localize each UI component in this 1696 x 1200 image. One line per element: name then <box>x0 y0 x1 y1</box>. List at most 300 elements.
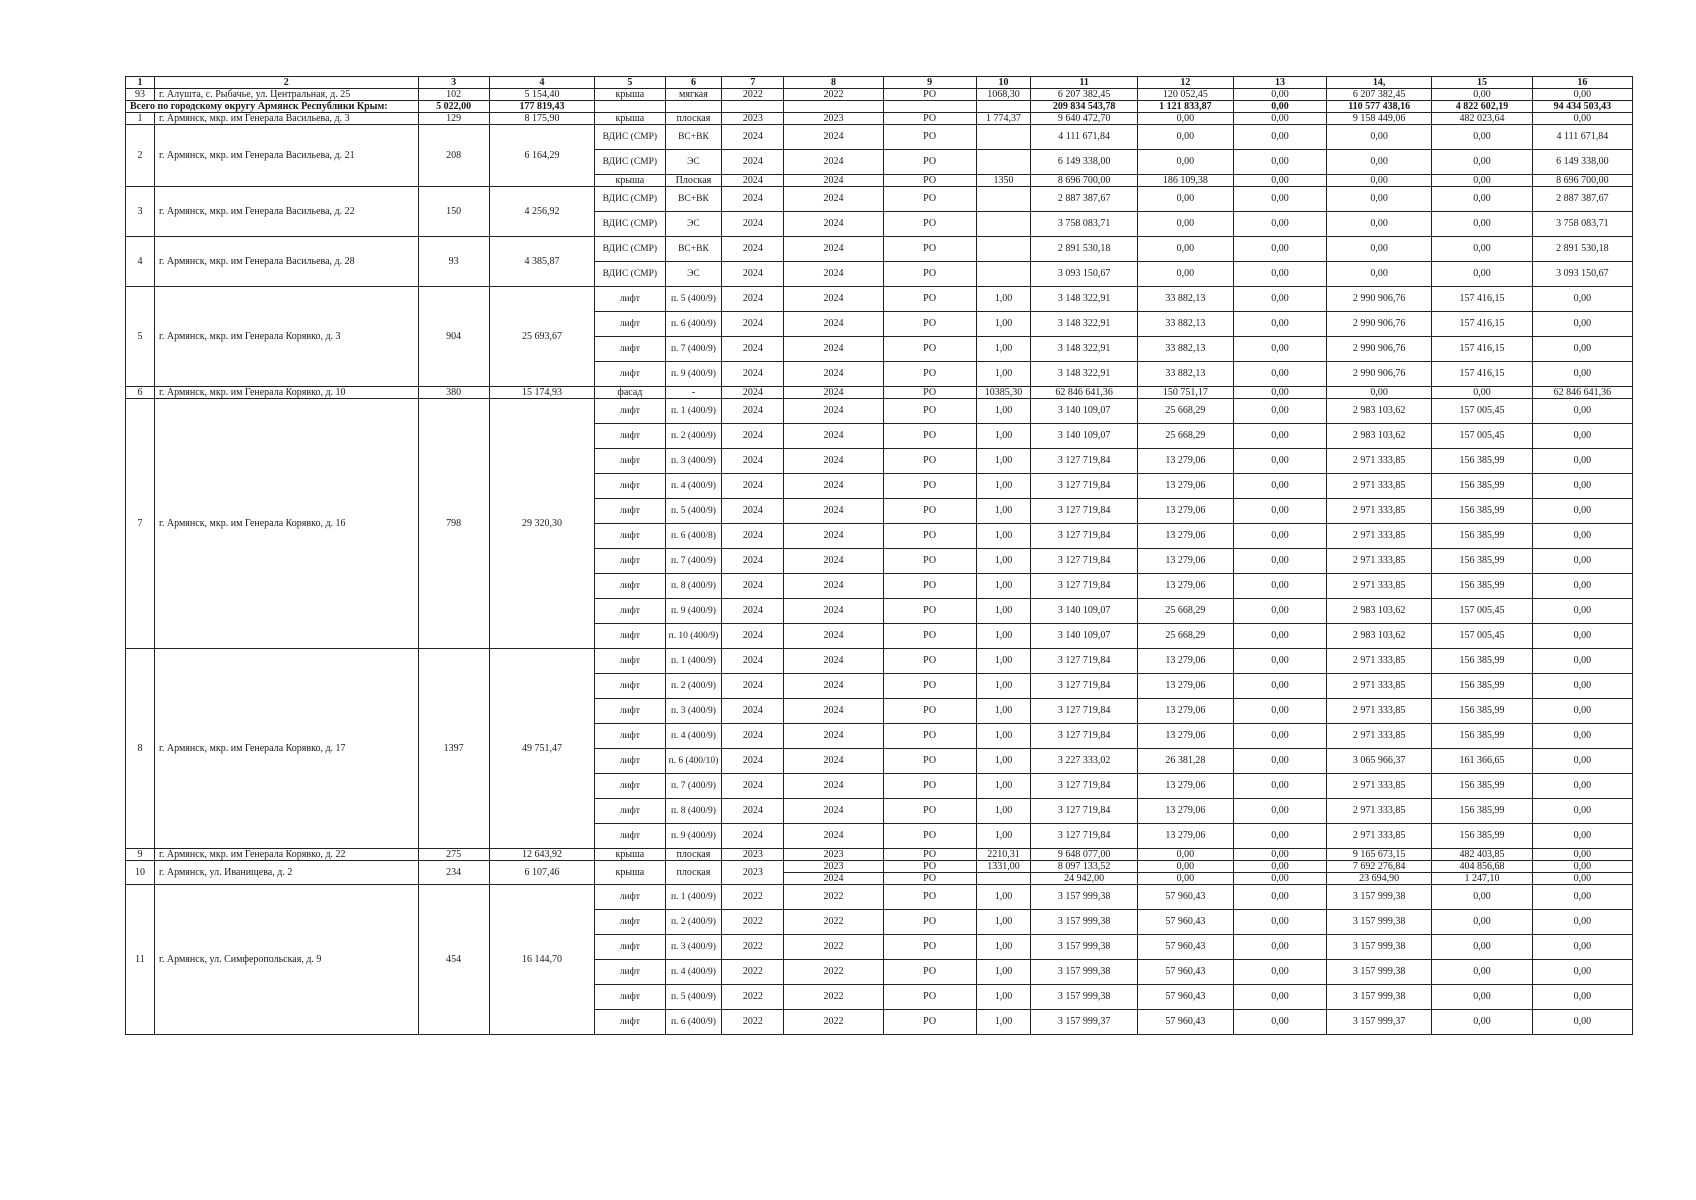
col-year-plan: 2024 <box>722 699 784 724</box>
col-volume <box>976 262 1031 287</box>
col-volume <box>976 187 1031 212</box>
col-cost-13: 0,00 <box>1233 849 1326 861</box>
col-cost-13: 0,00 <box>1233 387 1326 399</box>
col-year-fact: 2024 <box>784 187 883 212</box>
col-executor: РО <box>883 474 976 499</box>
col-residents: 150 <box>418 187 489 237</box>
col-executor: РО <box>883 399 976 424</box>
col-work-type: лифт <box>595 749 665 774</box>
col-cost-16: 0,00 <box>1532 599 1632 624</box>
col-cost-13: 0,00 <box>1233 175 1326 187</box>
col-cost-15: 156 385,99 <box>1432 649 1532 674</box>
col-cost-12: 57 960,43 <box>1137 935 1233 960</box>
col-volume: 1,00 <box>976 724 1031 749</box>
col-total-cost: 3 140 109,07 <box>1031 424 1137 449</box>
col-total-cost: 3 758 083,71 <box>1031 212 1137 237</box>
col-cost-14: 9 158 449,06 <box>1326 113 1431 125</box>
col-year-plan: 2024 <box>722 474 784 499</box>
col-year-plan <box>722 101 784 113</box>
col-address: г. Армянск, мкр. им Генерала Васильева, д. 21 <box>154 125 418 187</box>
col-work-type: лифт <box>595 624 665 649</box>
col-material <box>665 101 722 113</box>
col-cost-12: 0,00 <box>1137 237 1233 262</box>
col-year-plan: 2023 <box>722 113 784 125</box>
col-residents: 102 <box>418 89 489 101</box>
col-material: п. 1 (400/9) <box>665 649 722 674</box>
col-year-fact: 2022 <box>784 985 883 1010</box>
col-year-plan: 2022 <box>722 935 784 960</box>
col-year-plan: 2024 <box>722 499 784 524</box>
col-cost-15: 404 856,68 <box>1432 861 1532 873</box>
col-cost-13: 0,00 <box>1233 150 1326 175</box>
col-cost-16: 0,00 <box>1532 337 1632 362</box>
col-total-cost: 3 127 719,84 <box>1031 774 1137 799</box>
col-executor: РО <box>883 935 976 960</box>
col-cost-16: 0,00 <box>1532 935 1632 960</box>
col-cost-12: 57 960,43 <box>1137 885 1233 910</box>
col-cost-14: 0,00 <box>1326 175 1431 187</box>
col-year-fact: 2023 <box>784 849 883 861</box>
col-year-fact: 2024 <box>784 262 883 287</box>
col-work-type: лифт <box>595 910 665 935</box>
col-cost-16: 0,00 <box>1532 424 1632 449</box>
col-material: мягкая <box>665 89 722 101</box>
col-cost-14: 2 971 333,85 <box>1326 574 1431 599</box>
col-work-type: лифт <box>595 935 665 960</box>
col-total-cost: 3 127 719,84 <box>1031 574 1137 599</box>
col-year-plan: 2022 <box>722 960 784 985</box>
col-cost-16: 0,00 <box>1532 113 1632 125</box>
col-volume: 1068,30 <box>976 89 1031 101</box>
table-row <box>126 849 1633 861</box>
col-cost-14: 2 971 333,85 <box>1326 799 1431 824</box>
col-no: 5 <box>126 287 155 387</box>
col-work-type: лифт <box>595 985 665 1010</box>
col-work-type: лифт <box>595 337 665 362</box>
col-year-plan: 2022 <box>722 985 784 1010</box>
col-cost-15: 157 005,45 <box>1432 599 1532 624</box>
col-cost-13: 0,00 <box>1233 125 1326 150</box>
col-material: п. 7 (400/9) <box>665 774 722 799</box>
header-col-residents: 3 <box>418 77 489 89</box>
col-executor <box>883 101 976 113</box>
col-cost-16: 6 149 338,00 <box>1532 150 1632 175</box>
col-year-fact: 2023 <box>784 861 883 873</box>
header-col-year-fact: 8 <box>784 77 883 89</box>
col-cost-16: 2 887 387,67 <box>1532 187 1632 212</box>
col-year-plan: 2024 <box>722 424 784 449</box>
col-address: г. Армянск, мкр. им Генерала Корявко, д. 10 <box>154 387 418 399</box>
col-cost-15: 0,00 <box>1432 985 1532 1010</box>
col-no: 93 <box>126 89 155 101</box>
col-year-plan: 2024 <box>722 262 784 287</box>
col-cost-14: 3 157 999,38 <box>1326 960 1431 985</box>
col-cost-13: 0,00 <box>1233 599 1326 624</box>
col-cost-14: 3 157 999,38 <box>1326 985 1431 1010</box>
col-material: п. 4 (400/9) <box>665 960 722 985</box>
col-cost-13: 0,00 <box>1233 960 1326 985</box>
col-cost-15: 157 005,45 <box>1432 399 1532 424</box>
col-cost-16: 62 846 641,36 <box>1532 387 1632 399</box>
col-work-type: крыша <box>595 175 665 187</box>
col-cost-15: 0,00 <box>1432 212 1532 237</box>
col-total-cost: 2 891 530,18 <box>1031 237 1137 262</box>
col-no: 1 <box>126 113 155 125</box>
header-col-material: 6 <box>665 77 722 89</box>
col-executor: РО <box>883 1010 976 1035</box>
col-cost-12: 25 668,29 <box>1137 599 1233 624</box>
col-material: Плоская <box>665 175 722 187</box>
col-total-cost: 3 140 109,07 <box>1031 399 1137 424</box>
col-cost-12: 0,00 <box>1137 861 1233 873</box>
col-cost-15: 0,00 <box>1432 89 1532 101</box>
col-volume: 1,00 <box>976 749 1031 774</box>
col-cost-15: 482 403,85 <box>1432 849 1532 861</box>
col-material: п. 2 (400/9) <box>665 424 722 449</box>
col-cost-16: 0,00 <box>1532 774 1632 799</box>
col-work-type: лифт <box>595 312 665 337</box>
col-cost-13: 0,00 <box>1233 101 1326 113</box>
col-executor: РО <box>883 960 976 985</box>
col-year-plan: 2024 <box>722 362 784 387</box>
col-cost-12: 150 751,17 <box>1137 387 1233 399</box>
col-cost-13: 0,00 <box>1233 212 1326 237</box>
col-cost-12: 33 882,13 <box>1137 362 1233 387</box>
col-no: 2 <box>126 125 155 187</box>
col-cost-16: 0,00 <box>1532 574 1632 599</box>
col-work-type: ВДИС (СМР) <box>595 212 665 237</box>
col-year-fact: 2022 <box>784 1010 883 1035</box>
col-cost-14: 2 971 333,85 <box>1326 449 1431 474</box>
col-volume: 1,00 <box>976 649 1031 674</box>
col-total-cost: 3 157 999,38 <box>1031 935 1137 960</box>
col-executor: РО <box>883 424 976 449</box>
header-col-cost-15: 15 <box>1432 77 1532 89</box>
col-cost-15: 0,00 <box>1432 387 1532 399</box>
col-cost-13: 0,00 <box>1233 861 1326 873</box>
col-total-cost: 3 127 719,84 <box>1031 649 1137 674</box>
col-cost-16: 0,00 <box>1532 674 1632 699</box>
col-address: г. Армянск, мкр. им Генерала Васильева, д. 3 <box>154 113 418 125</box>
col-material: п. 2 (400/9) <box>665 910 722 935</box>
col-executor: РО <box>883 449 976 474</box>
col-cost-15: 0,00 <box>1432 237 1532 262</box>
col-total-cost: 9 640 472,70 <box>1031 113 1137 125</box>
col-total-cost: 3 127 719,84 <box>1031 674 1137 699</box>
col-volume <box>976 873 1031 885</box>
col-material: п. 7 (400/9) <box>665 337 722 362</box>
col-cost-14: 3 157 999,37 <box>1326 1010 1431 1035</box>
col-cost-14: 0,00 <box>1326 387 1431 399</box>
col-work-type: лифт <box>595 499 665 524</box>
header-col-address: 2 <box>154 77 418 89</box>
col-cost-13: 0,00 <box>1233 262 1326 287</box>
col-volume: 1,00 <box>976 499 1031 524</box>
col-cost-13: 0,00 <box>1233 449 1326 474</box>
col-area: 12 643,92 <box>489 849 594 861</box>
col-cost-14: 0,00 <box>1326 187 1431 212</box>
col-cost-16: 0,00 <box>1532 824 1632 849</box>
col-cost-12: 57 960,43 <box>1137 1010 1233 1035</box>
col-material: п. 9 (400/9) <box>665 362 722 387</box>
col-year-plan: 2024 <box>722 674 784 699</box>
col-year-fact: 2023 <box>784 113 883 125</box>
col-material: п. 8 (400/9) <box>665 574 722 599</box>
col-cost-15: 1 247,10 <box>1432 873 1532 885</box>
col-year-fact: 2022 <box>784 960 883 985</box>
col-year-fact: 2024 <box>784 474 883 499</box>
col-executor: РО <box>883 885 976 910</box>
col-material: п. 5 (400/9) <box>665 985 722 1010</box>
col-cost-15: 156 385,99 <box>1432 774 1532 799</box>
col-volume: 1,00 <box>976 287 1031 312</box>
col-volume: 1,00 <box>976 935 1031 960</box>
col-year-fact: 2024 <box>784 699 883 724</box>
col-cost-15: 0,00 <box>1432 150 1532 175</box>
col-total-cost: 3 140 109,07 <box>1031 599 1137 624</box>
col-year-fact: 2024 <box>784 125 883 150</box>
col-cost-14: 2 971 333,85 <box>1326 774 1431 799</box>
col-year-plan: 2024 <box>722 312 784 337</box>
col-year-fact: 2024 <box>784 312 883 337</box>
col-year-fact: 2024 <box>784 774 883 799</box>
col-executor: РО <box>883 699 976 724</box>
col-address: г. Армянск, мкр. им Генерала Корявко, д. 22 <box>154 849 418 861</box>
col-cost-12: 26 381,28 <box>1137 749 1233 774</box>
col-material: п. 8 (400/9) <box>665 799 722 824</box>
col-cost-13: 0,00 <box>1233 985 1326 1010</box>
col-year-fact: 2022 <box>784 910 883 935</box>
col-total-cost: 8 097 133,52 <box>1031 861 1137 873</box>
col-year-fact: 2024 <box>784 449 883 474</box>
col-year-plan: 2024 <box>722 549 784 574</box>
col-cost-12: 13 279,06 <box>1137 649 1233 674</box>
col-cost-15: 157 416,15 <box>1432 287 1532 312</box>
col-cost-14: 2 971 333,85 <box>1326 549 1431 574</box>
col-cost-16: 0,00 <box>1532 399 1632 424</box>
col-volume: 1,00 <box>976 424 1031 449</box>
col-cost-16: 0,00 <box>1532 649 1632 674</box>
col-work-type: лифт <box>595 774 665 799</box>
col-cost-13: 0,00 <box>1233 774 1326 799</box>
col-total-cost: 3 127 719,84 <box>1031 474 1137 499</box>
col-cost-16: 0,00 <box>1532 910 1632 935</box>
col-material: плоская <box>665 849 722 861</box>
col-executor: РО <box>883 873 976 885</box>
col-volume: 1,00 <box>976 824 1031 849</box>
col-material: п. 1 (400/9) <box>665 399 722 424</box>
col-work-type <box>595 101 665 113</box>
col-no: 11 <box>126 885 155 1035</box>
col-work-type: лифт <box>595 699 665 724</box>
col-address: г. Армянск, мкр. им Генерала Васильева, д. 22 <box>154 187 418 237</box>
col-work-type: лифт <box>595 399 665 424</box>
col-cost-15: 156 385,99 <box>1432 474 1532 499</box>
col-cost-15: 0,00 <box>1432 885 1532 910</box>
col-total-cost: 3 140 109,07 <box>1031 624 1137 649</box>
col-cost-13: 0,00 <box>1233 574 1326 599</box>
col-cost-15: 161 366,65 <box>1432 749 1532 774</box>
col-cost-14: 0,00 <box>1326 262 1431 287</box>
col-work-type: лифт <box>595 824 665 849</box>
col-total-cost: 2 887 387,67 <box>1031 187 1137 212</box>
col-total-cost: 3 148 322,91 <box>1031 312 1137 337</box>
col-cost-14: 0,00 <box>1326 150 1431 175</box>
col-year-fact: 2024 <box>784 337 883 362</box>
col-material: п. 1 (400/9) <box>665 885 722 910</box>
col-address: г. Армянск, мкр. им Генерала Корявко, д. 3 <box>154 287 418 387</box>
col-total-cost: 3 093 150,67 <box>1031 262 1137 287</box>
col-executor: РО <box>883 799 976 824</box>
col-year-fact: 2022 <box>784 935 883 960</box>
col-total-cost: 3 127 719,84 <box>1031 824 1137 849</box>
header-col-total-cost: 11 <box>1031 77 1137 89</box>
col-cost-13: 0,00 <box>1233 424 1326 449</box>
col-cost-14: 0,00 <box>1326 237 1431 262</box>
col-cost-16: 0,00 <box>1532 287 1632 312</box>
col-year-fact: 2024 <box>784 150 883 175</box>
col-year-plan: 2024 <box>722 524 784 549</box>
col-work-type: лифт <box>595 674 665 699</box>
col-cost-13: 0,00 <box>1233 524 1326 549</box>
col-cost-16: 94 434 503,43 <box>1532 101 1632 113</box>
col-executor: РО <box>883 287 976 312</box>
col-volume: 1,00 <box>976 885 1031 910</box>
col-executor: РО <box>883 649 976 674</box>
col-year-fact: 2024 <box>784 574 883 599</box>
col-executor: РО <box>883 387 976 399</box>
col-year-fact: 2024 <box>784 549 883 574</box>
col-cost-15: 0,00 <box>1432 175 1532 187</box>
col-volume: 1,00 <box>976 985 1031 1010</box>
col-cost-14: 2 971 333,85 <box>1326 524 1431 549</box>
col-material: п. 9 (400/9) <box>665 599 722 624</box>
col-cost-16: 8 696 700,00 <box>1532 175 1632 187</box>
col-year-plan: 2024 <box>722 824 784 849</box>
col-cost-12: 0,00 <box>1137 262 1233 287</box>
col-cost-13: 0,00 <box>1233 237 1326 262</box>
col-cost-13: 0,00 <box>1233 749 1326 774</box>
col-cost-13: 0,00 <box>1233 873 1326 885</box>
col-work-type: лифт <box>595 574 665 599</box>
col-total-cost: 6 149 338,00 <box>1031 150 1137 175</box>
col-cost-13: 0,00 <box>1233 89 1326 101</box>
col-residents: 1397 <box>418 649 489 849</box>
document-page <box>125 76 1633 1035</box>
col-work-type: ВДИС (СМР) <box>595 237 665 262</box>
col-executor: РО <box>883 824 976 849</box>
col-cost-13: 0,00 <box>1233 699 1326 724</box>
col-cost-13: 0,00 <box>1233 474 1326 499</box>
col-cost-15: 0,00 <box>1432 910 1532 935</box>
col-cost-13: 0,00 <box>1233 824 1326 849</box>
col-cost-15: 0,00 <box>1432 1010 1532 1035</box>
col-work-type: лифт <box>595 799 665 824</box>
col-executor: РО <box>883 312 976 337</box>
col-cost-15: 157 005,45 <box>1432 624 1532 649</box>
col-area: 5 154,40 <box>489 89 594 101</box>
col-material: п. 3 (400/9) <box>665 449 722 474</box>
col-volume: 1,00 <box>976 699 1031 724</box>
col-cost-16: 2 891 530,18 <box>1532 237 1632 262</box>
table-row <box>126 125 1633 150</box>
col-total-cost: 3 127 719,84 <box>1031 549 1137 574</box>
col-total-cost: 3 127 719,84 <box>1031 724 1137 749</box>
col-residents: 129 <box>418 113 489 125</box>
col-work-type: лифт <box>595 449 665 474</box>
col-cost-14: 0,00 <box>1326 212 1431 237</box>
col-cost-16: 4 111 671,84 <box>1532 125 1632 150</box>
col-cost-16: 0,00 <box>1532 549 1632 574</box>
col-year-plan: 2024 <box>722 574 784 599</box>
col-cost-12: 57 960,43 <box>1137 985 1233 1010</box>
col-cost-14: 2 971 333,85 <box>1326 474 1431 499</box>
col-material: п. 7 (400/9) <box>665 549 722 574</box>
col-year-fact: 2024 <box>784 724 883 749</box>
col-material: п. 6 (400/10) <box>665 749 722 774</box>
col-cost-16: 0,00 <box>1532 624 1632 649</box>
col-work-type: лифт <box>595 287 665 312</box>
col-work-type: лифт <box>595 649 665 674</box>
col-year-fact: 2024 <box>784 362 883 387</box>
col-year-fact: 2024 <box>784 599 883 624</box>
table-row <box>126 287 1633 312</box>
col-year-plan: 2023 <box>722 849 784 861</box>
col-residents: 5 022,00 <box>418 101 489 113</box>
col-executor: РО <box>883 212 976 237</box>
col-cost-12: 0,00 <box>1137 113 1233 125</box>
col-cost-12: 13 279,06 <box>1137 699 1233 724</box>
col-cost-14: 3 157 999,38 <box>1326 910 1431 935</box>
col-year-fact: 2024 <box>784 387 883 399</box>
col-cost-13: 0,00 <box>1233 549 1326 574</box>
col-executor: РО <box>883 187 976 212</box>
col-cost-15: 0,00 <box>1432 262 1532 287</box>
col-no: 7 <box>126 399 155 649</box>
col-executor: РО <box>883 499 976 524</box>
col-cost-13: 0,00 <box>1233 499 1326 524</box>
col-material: ВС+ВК <box>665 125 722 150</box>
header-col-work-type: 5 <box>595 77 665 89</box>
col-cost-12: 13 279,06 <box>1137 549 1233 574</box>
col-year-fact: 2024 <box>784 399 883 424</box>
col-cost-16: 0,00 <box>1532 499 1632 524</box>
col-address: г. Армянск, мкр. им Генерала Корявко, д. 17 <box>154 649 418 849</box>
col-cost-15: 156 385,99 <box>1432 499 1532 524</box>
col-area: 4 385,87 <box>489 237 594 287</box>
col-total-cost: 24 942,00 <box>1031 873 1137 885</box>
table-row <box>126 399 1633 424</box>
col-cost-15: 157 416,15 <box>1432 337 1532 362</box>
col-executor: РО <box>883 861 976 873</box>
table-row <box>126 237 1633 262</box>
col-executor: РО <box>883 749 976 774</box>
col-total-cost: 3 127 719,84 <box>1031 449 1137 474</box>
col-cost-13: 0,00 <box>1233 649 1326 674</box>
col-total-cost: 3 157 999,38 <box>1031 960 1137 985</box>
col-total-cost: 6 207 382,45 <box>1031 89 1137 101</box>
col-year-fact: 2024 <box>784 175 883 187</box>
header-col-volume: 10 <box>976 77 1031 89</box>
col-work-type: лифт <box>595 1010 665 1035</box>
col-executor: РО <box>883 237 976 262</box>
col-address: г. Армянск, ул. Симферопольская, д. 9 <box>154 885 418 1035</box>
col-cost-16: 0,00 <box>1532 362 1632 387</box>
col-cost-15: 156 385,99 <box>1432 449 1532 474</box>
col-cost-12: 33 882,13 <box>1137 337 1233 362</box>
col-cost-14: 2 971 333,85 <box>1326 674 1431 699</box>
col-area: 8 175,90 <box>489 113 594 125</box>
